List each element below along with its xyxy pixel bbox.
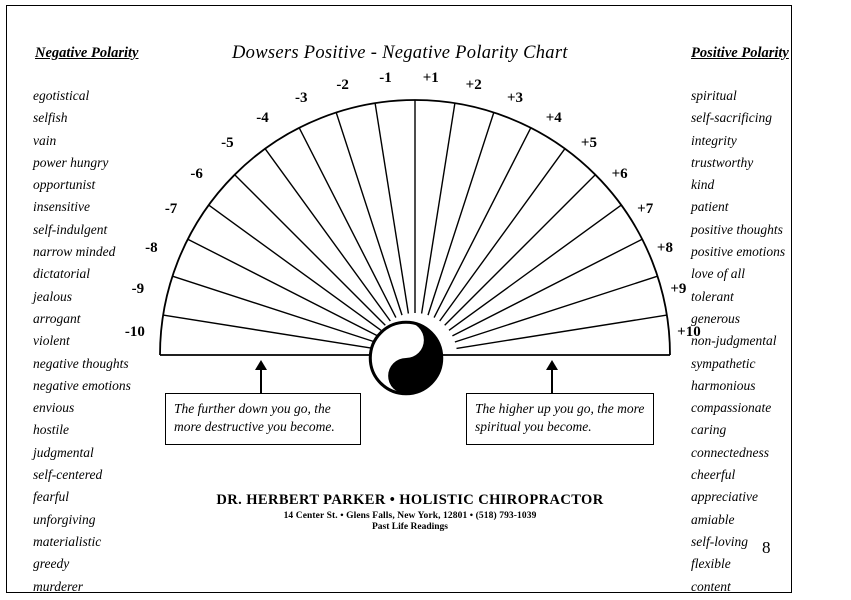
- callout-destructive: The further down you go, the more destructive you become.: [165, 393, 361, 445]
- arc-divider: [235, 175, 386, 326]
- positive-polarity-item: sympathetic: [691, 355, 756, 371]
- positive-polarity-item: content: [691, 578, 731, 594]
- negative-polarity-item: hostile: [33, 422, 69, 438]
- arc-svg: [150, 70, 680, 360]
- negative-polarity-item: murderer: [33, 578, 83, 594]
- positive-polarity-item: self-sacrificing: [691, 110, 772, 126]
- yin-yang-svg: [368, 320, 444, 396]
- negative-polarity-item: materialistic: [33, 533, 102, 549]
- arc-divider: [209, 205, 381, 330]
- negative-polarity-heading: Negative Polarity: [35, 45, 139, 61]
- positive-polarity-item: flexible: [691, 556, 731, 572]
- negative-polarity-item: jealous: [33, 288, 72, 304]
- negative-polarity-item: self-centered: [33, 467, 103, 483]
- scale-label: +10: [677, 324, 701, 341]
- arc-divider: [434, 128, 531, 318]
- positive-polarity-item: compassionate: [691, 400, 772, 416]
- scale-label: -2: [336, 76, 349, 93]
- scale-label: +2: [465, 76, 482, 93]
- positive-polarity-item: amiable: [691, 511, 735, 527]
- positive-polarity-item: positive emotions: [691, 244, 786, 260]
- scale-label: +5: [580, 135, 597, 152]
- positive-polarity-heading: Positive Polarity: [691, 45, 789, 61]
- scale-label: +7: [637, 201, 654, 218]
- positive-polarity-item: tolerant: [691, 288, 734, 304]
- scale-label: +9: [670, 281, 687, 298]
- positive-polarity-item: patient: [691, 199, 729, 215]
- scale-label: +6: [611, 166, 628, 183]
- scale-label: +1: [422, 69, 439, 86]
- negative-polarity-item: vain: [33, 132, 57, 148]
- left-arrow-icon: [260, 368, 262, 394]
- practitioner-subtitle: Past Life Readings: [372, 522, 448, 532]
- positive-polarity-item: trustworthy: [691, 154, 754, 170]
- negative-polarity-item: fearful: [33, 489, 69, 505]
- yin-yang-icon: [368, 320, 444, 396]
- scale-label: -9: [131, 281, 145, 298]
- positive-polarity-item: non-judgmental: [691, 333, 777, 349]
- footer-block: [200, 492, 620, 532]
- positive-polarity-item: connectedness: [691, 444, 769, 460]
- negative-polarity-item: power hungry: [33, 154, 109, 170]
- practitioner-name: DR. HERBERT PARKER • HOLISTIC CHIROPRACTOR: [216, 492, 604, 508]
- chart-title-text: Dowsers Positive - Negative Polarity Chart: [232, 43, 568, 63]
- arc-divider: [445, 175, 596, 326]
- positive-polarity-item: appreciative: [691, 489, 758, 505]
- negative-polarity-item: judgmental: [33, 444, 94, 460]
- negative-polarity-item: selfish: [33, 110, 68, 126]
- positive-polarity-list: [691, 85, 851, 598]
- arc-divider: [299, 128, 396, 318]
- negative-polarity-item: unforgiving: [33, 511, 96, 527]
- scale-label: -7: [164, 201, 178, 218]
- scale-label: -1: [379, 69, 392, 86]
- negative-polarity-item: narrow minded: [33, 244, 116, 260]
- negative-polarity-item: negative emotions: [33, 377, 131, 393]
- scale-label: +3: [507, 90, 524, 107]
- scale-label: -5: [221, 135, 234, 152]
- polarity-arc-diagram: [150, 70, 680, 360]
- arc-divider: [265, 149, 390, 321]
- positive-polarity-item: integrity: [691, 132, 737, 148]
- positive-polarity-item: caring: [691, 422, 727, 438]
- positive-polarity-item: generous: [691, 310, 740, 326]
- positive-polarity-item: love of all: [691, 266, 745, 282]
- negative-polarity-item: arrogant: [33, 310, 81, 326]
- arc-divider: [440, 149, 565, 321]
- scale-label: -3: [294, 90, 308, 107]
- negative-polarity-item: dictatorial: [33, 266, 90, 282]
- scale-label: -6: [190, 166, 203, 183]
- arc-divider: [188, 239, 378, 336]
- positive-polarity-item: positive thoughts: [691, 221, 783, 237]
- scale-label: -8: [145, 239, 158, 256]
- negative-polarity-item: envious: [33, 400, 75, 416]
- positive-polarity-item: harmonious: [691, 377, 756, 393]
- practitioner-address: 14 Center St. • Glens Falls, New York, 12801 • (518) 793-1039: [283, 511, 537, 521]
- negative-polarity-item: opportunist: [33, 177, 96, 193]
- positive-polarity-item: kind: [691, 177, 715, 193]
- scale-label: -10: [124, 324, 145, 341]
- negative-polarity-item: self-indulgent: [33, 221, 108, 237]
- scale-label: +8: [656, 239, 673, 256]
- negative-polarity-item: violent: [33, 333, 70, 349]
- positive-polarity-item: self-loving: [691, 533, 748, 549]
- arc-divider: [452, 239, 642, 336]
- negative-polarity-item: negative thoughts: [33, 355, 129, 371]
- scale-label: +4: [545, 109, 562, 126]
- right-arrow-icon: [551, 368, 553, 394]
- negative-polarity-item: insensitive: [33, 199, 90, 215]
- scale-label: -4: [256, 109, 269, 126]
- callout-spiritual: The higher up you go, the more spiritual you become.: [466, 393, 654, 445]
- negative-polarity-item: greedy: [33, 556, 70, 572]
- negative-polarity-item: egotistical: [33, 88, 90, 103]
- page-number: 8: [762, 538, 771, 557]
- arc-divider: [449, 205, 621, 330]
- positive-polarity-item: spiritual: [691, 88, 737, 103]
- positive-polarity-item: cheerful: [691, 467, 736, 483]
